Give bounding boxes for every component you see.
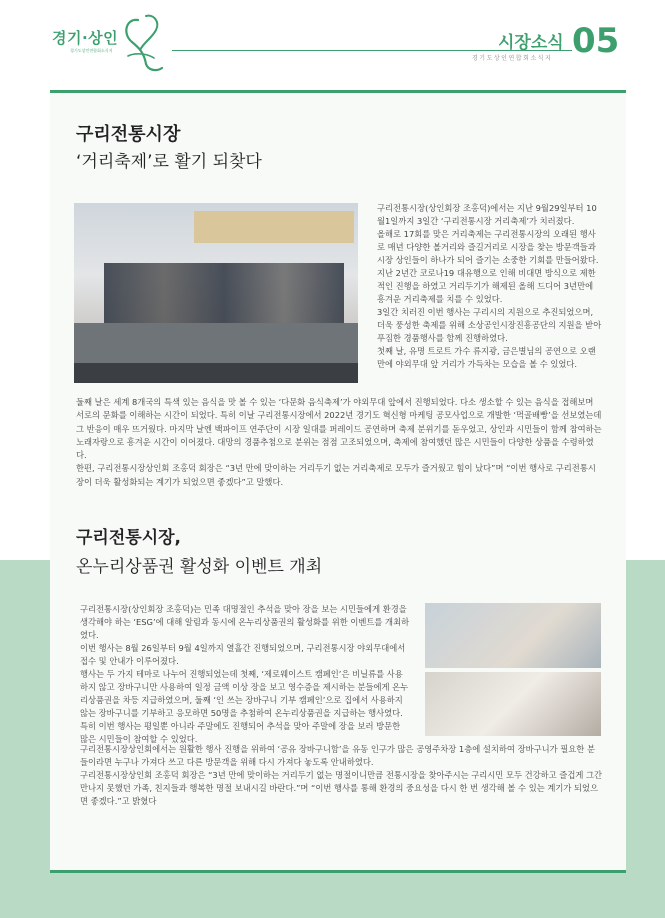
panel-bottom-rule xyxy=(50,870,626,873)
paragraph: 구리전통시장(상인회장 조홍덕)에서는 지난 9월29일부터 10월1일까지 3일간 ‘구리전통시장 거리축제’가 치러졌다. xyxy=(377,203,597,226)
article2-side-column xyxy=(80,603,410,746)
photo-people xyxy=(104,263,344,323)
logo-text: 경기·상인 xyxy=(52,29,119,47)
paragraph: 행사는 두 가지 테마로 나누어 진행되었는데 첫째, ‘제로웨이스트 캠페인’은 비닐류를 사용하지 않고 장바구니만 사용하여 일정 금액 이상 장을 보고 영수증을 제시하는 분들에게 온누리상품권을 차등 지급하였으며, 둘째 ‘인 쓰는 장바구니 기부 캠페인’으로 집에서 사용하지 않는 장바구니를 기부하고 응모하면 50명을 추첨하여 온누리상품권을 지급하는 행사였다. xyxy=(80,669,409,718)
article1-subtitle: ‘거리축제’로 활기 되찾다 xyxy=(76,152,262,172)
heart-logo-icon xyxy=(118,12,170,74)
festival-stage-photo xyxy=(74,203,358,383)
article1-title: 구리전통시장 xyxy=(76,124,181,145)
event-desk-photo xyxy=(425,672,601,736)
paragraph: 지난 2년간 코로나19 대유행으로 인해 비대면 방식으로 제한적인 진행을 하였고 거리두기가 해제된 올해 드디어 3년만에 흥겨운 거리축제를 치를 수 있었다. xyxy=(377,268,596,304)
logo-subtext: 경기도상인연합회소식지 xyxy=(70,48,113,53)
paragraph: 올해로 17회를 맞은 거리축제는 구리전통시장의 오래된 행사로 매년 다양한 볼거리와 즐길거리로 시장을 찾는 방문객들과 시장 상인들이 하나가 되어 즐기는 소중한 기회를 만들어왔다. xyxy=(377,229,599,265)
section-number: 05 xyxy=(572,21,620,61)
paragraph: 둘째 날은 세계 8개국의 특색 있는 음식을 맛 볼 수 있는 ‘다문화 음식축제’가 야외무대 앞에서 진행되었다. 다소 생소할 수 있는 음식을 접해보며 서로의 문화를 이해하는 시간이 되었다. 특히 이날 구리전통시장에서 2022년 경기도 혁신형 마케팅 공모사업으로 개발한 ‘먹골배빵’을 선보였는데 그 반응이 매우 뜨거웠다. 마지막 날엔 백파이프 연주단이 시장 일대를 퍼레이드 공연하며 축제 분위기를 돋우었고, 상인과 시민들이 함께 참여하는 노래자랑으로 흥겨운 시간이 이어졌다. 대망의 경품추첨으로 분위는 점점 고조되었으며, 축제에 참여했던 많은 시민들이 다양한 상품을 수령하였다. xyxy=(76,397,602,461)
article2-title: 구리전통시장, xyxy=(76,528,181,548)
paragraph: 한편, 구리전통시장상인회 조홍덕 회장은 “3년 만에 맞이하는 거리두기 없는 거리축제로 모두가 즐거웠고 힘이 났다”며 “이번 행사로 구리전통시장이 더욱 활성화되는 계기가 되었으면 좋겠다”고 말했다. xyxy=(76,463,596,487)
photo-banner xyxy=(194,211,354,243)
photo-crowd xyxy=(74,363,358,383)
section-title: 시장소식 xyxy=(498,33,564,53)
paragraph: 3일간 치러진 이번 행사는 구리시의 지원으로 추진되었으며, 더욱 풍성한 축제를 위해 소상공인시장진흥공단의 지원을 받아 푸짐한 경품행사를 함께 진행하였다. xyxy=(377,307,602,343)
article2-body xyxy=(80,743,602,808)
paragraph: 이번 행사는 8월 26일부터 9월 4일까지 열흘간 진행되었으며, 구리전통시장 야외무대에서 접수 및 안내가 이루어졌다. xyxy=(80,643,406,666)
event-booth-photo xyxy=(425,603,601,668)
photo-stage xyxy=(74,323,358,363)
page-header xyxy=(0,0,665,86)
paragraph: 구리전통시장상인회에서는 원활한 행사 진행을 위하여 ‘공유 장바구니함’을 유동 인구가 많은 공영주차장 1층에 설치하여 장바구니가 필요한 분들이라면 누구나 가져다 쓰고 다른 방문객을 위해 다시 가져다 놓도록 안내하였다. xyxy=(80,744,595,767)
article1-side-column xyxy=(377,202,602,371)
paragraph: 특히 이번 행사는 평일뿐 아니라 주말에도 진행되어 추석을 맞아 주말에 장을 보러 방문한 많은 시민들이 참여할 수 있었다. xyxy=(80,721,401,744)
paragraph: 구리전통시장상인회 조홍덕 회장은 “3년 만에 맞이하는 거리두기 없는 명절이니만큼 전통시장을 찾아주시는 구리시민 모두 건강하고 즐겁게 그간 만나지 못했던 가족, 친지들과 행복한 명절 보내시길 바란다.”며 “이번 행사를 통해 환경의 중요성을 다시 한 번 생각해 볼 수 있는 계기가 되었으면 좋겠다.”고 밝혔다 xyxy=(80,770,603,806)
paragraph: 구리전통시장(상인회장 조홍덕)는 민족 대명절인 추석을 맞아 장을 보는 시민들에게 환경을 생각해야 하는 ‘ESG’에 대해 알림과 동시에 온누리상품권의 활성화를 위한 이벤트를 개최하였다. xyxy=(80,604,410,640)
section-subtitle: 경기도상인연합회소식지 xyxy=(472,55,553,62)
paragraph: 첫째 날, 유명 트로트 가수 류지광, 금은별님의 공연으로 오랜만에 야외무대 앞 거리가 가득차는 모습을 볼 수 있었다. xyxy=(377,346,596,369)
article1-body xyxy=(76,396,602,489)
article2-subtitle: 온누리상품권 활성화 이벤트 개최 xyxy=(76,557,323,577)
